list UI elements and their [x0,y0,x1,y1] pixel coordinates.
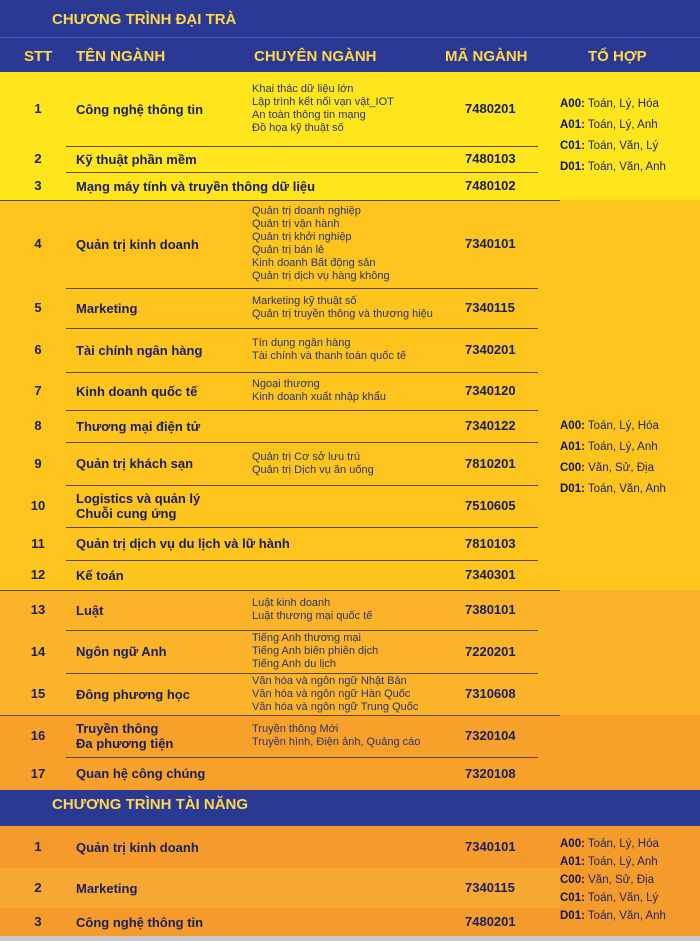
specialization-line: Ngoại thương [252,378,320,390]
program-name-line: Chuỗi cung ứng [76,506,177,521]
row-program-name [76,102,203,117]
specialization-line: Quản trị vận hành [252,218,340,230]
row-stt: 3 [34,178,42,193]
program-name-line: Truyền thông [76,721,159,736]
header-stt: STT [24,48,53,65]
combo-subjects: Toán, Lý, Hóa [584,98,659,110]
row-stt: 14 [30,643,46,659]
table-row [0,590,560,630]
program-name-line: Kế toán [76,567,124,583]
combo-subjects: Văn, Sử, Địa [584,874,654,886]
specialization-line: Tín dụng ngân hàng [252,337,351,349]
combo-subjects: Toán, Văn, Anh [584,483,666,495]
row-program-name [76,152,197,167]
program-name-line: Marketing [76,300,138,316]
row-program-name [76,491,200,521]
combo-code: D01: [560,483,585,495]
table-row [0,485,560,527]
row-program-name [76,179,315,194]
row-program-name [76,915,203,930]
row-program-name [76,766,205,781]
row-divider [66,757,538,758]
table-row [0,630,560,673]
specialization-line: Quản trị Dịch vụ ăn uống [252,463,374,476]
row-program-name [76,301,137,316]
program-name-line: Quản trị kinh doanh [76,839,199,855]
program-name-line: Logistics và quản lý [76,491,201,506]
section-title-regular: CHƯƠNG TRÌNH ĐẠI TRÀ [52,11,237,28]
row-divider [66,328,538,329]
specialization-line: Kinh doanh xuất nhập khẩu [252,391,386,403]
combo-item [560,437,700,458]
row-program-code: 7340301 [465,567,516,582]
row-stt: 5 [34,300,42,315]
specialization-line: Marketing kỹ thuật số [252,295,357,307]
row-program-name [76,603,103,618]
combo-code: A01: [560,119,585,131]
header-name: TÊN NGÀNH [76,48,166,65]
specialization-line: Văn hóa và ngôn ngữ Trung Quốc [252,700,419,713]
program-name-line: Đông phương học [76,686,190,702]
row-specializations [252,597,372,623]
row-divider [66,560,538,561]
row-stt: 4 [34,236,42,251]
row-stt: 13 [30,602,46,617]
row-stt: 1 [34,101,42,116]
combo-item [560,907,700,925]
row-specializations [252,83,394,135]
combo-code: C00: [560,874,585,886]
row-stt: 16 [30,728,46,743]
row-divider [66,410,538,411]
row-program-code: 7220201 [465,643,516,659]
combo-item [560,871,700,889]
row-specializations [252,675,418,714]
row-program-name [76,456,193,471]
specialization-line: Quản trị dịch vụ hàng không [252,270,390,282]
table-row [0,372,560,410]
program-name-line: Đa phương tiện [76,736,174,751]
program-name-line: Marketing [76,880,138,896]
row-program-code: 7380101 [465,602,516,617]
table-row [0,410,560,442]
combo-code: A01: [560,441,585,453]
specialization-line: Kinh doanh Bất động sản [252,257,376,269]
row-program-code: 7340101 [465,839,516,854]
row-program-name [76,881,137,896]
program-name-line: Ngôn ngữ Anh [76,644,167,659]
row-divider [66,288,538,289]
row-stt: 10 [30,498,46,513]
combo-subjects: Toán, Lý, Anh [584,119,658,131]
table-row [0,826,560,868]
specialization-line: Quản trị Cơ sở lưu trú [252,450,360,463]
row-stt: 1 [34,839,42,854]
table-row [0,288,560,328]
row-divider [66,527,538,528]
row-specializations [252,451,374,477]
program-name-line: Quan hệ công chúng [76,766,206,781]
combo-subjects: Toán, Lý, Hóa [584,420,659,432]
program-name-line: Quản trị khách sạn [76,456,194,471]
combo-subjects: Toán, Lý, Anh [584,856,658,868]
row-stt: 17 [30,765,46,781]
program-name-line: Quản trị dịch vụ du lịch và lữ hành [76,536,290,551]
table-row [0,715,560,757]
row-divider [0,200,560,201]
row-divider [66,485,538,486]
row-program-code: 7320108 [465,765,516,781]
row-specializations [252,632,378,671]
program-name-line: Mạng máy tính và truyền thông dữ liệu [76,178,316,194]
row-program-code: 7340101 [465,236,516,251]
row-program-code: 7340120 [465,383,516,398]
combo-code: C01: [560,892,585,904]
row-stt: 11 [31,535,45,551]
combo-item [560,889,700,907]
combo-list-talent [560,835,700,925]
combo-item [560,853,700,871]
specialization-line: Văn hóa và ngôn ngữ Nhật Bản [252,674,407,687]
header-combo: TỔ HỢP [588,48,647,65]
row-program-name [76,536,290,551]
row-divider [0,715,560,716]
specialization-line: Luật thương mại quốc tế [252,610,373,622]
specialization-line: Văn hóa và ngôn ngữ Hàn Quốc [252,687,411,700]
combo-subjects: Toán, Lý, Hóa [584,838,659,850]
row-program-code: 7340115 [465,300,515,315]
table-row [0,757,560,790]
specialization-line: Luật kinh doanh [252,597,331,609]
specialization-line: Tài chính và thanh toán quốc tế [252,350,407,362]
row-program-code: 7340122 [465,418,516,433]
table-row [0,328,560,372]
program-name-line: Kỹ thuật phần mềm [76,151,197,167]
combo-item [560,835,700,853]
row-program-code: 7810103 [465,535,516,551]
row-divider [0,590,560,591]
program-name-line: Tài chính ngân hàng [76,342,203,358]
row-program-code: 7480201 [465,914,516,929]
row-program-code: 7480103 [465,151,516,166]
row-divider [66,146,538,147]
header-code: MÃ NGÀNH [445,48,528,65]
specialization-line: Lập trình kết nối vạn vật_IOT [252,96,394,108]
row-program-name [76,568,124,583]
row-program-code: 7810201 [465,455,516,471]
row-program-name [76,687,190,702]
specialization-line: Quản trị bán lẻ [252,244,325,256]
combo-code: C00: [560,462,585,474]
row-stt: 15 [30,686,46,701]
row-program-code: 7310608 [465,686,516,701]
row-program-name [76,721,173,751]
table-row [0,172,560,200]
specialization-line: Truyền thông Mới [252,723,339,735]
section-title-talent: CHƯƠNG TRÌNH TÀI NĂNG [52,796,249,813]
specialization-line: Quản trị doanh nghiệp [252,205,361,217]
program-name-line: Kinh doanh quốc tế [76,383,198,399]
program-name-line: Công nghệ thông tin [76,914,204,930]
combo-list-it [560,94,700,178]
row-program-name [76,384,197,399]
combo-item [560,136,700,157]
combo-subjects: Toán, Văn, Anh [584,910,666,922]
row-program-code: 7340201 [465,342,516,357]
program-name-line: Luật [76,602,104,618]
combo-code: D01: [560,910,585,922]
row-divider [66,442,538,443]
combo-subjects: Toán, Văn, Lý [584,140,659,152]
row-divider [66,630,538,631]
table-row [0,72,560,146]
row-stt: 3 [34,914,42,929]
table-row [0,908,560,936]
row-program-name [76,419,200,434]
specialization-line: Quản trị khởi nghiệp [252,231,352,243]
combo-item [560,94,700,115]
row-specializations [252,337,406,363]
combo-subjects: Toán, Văn, Lý [584,892,659,904]
row-stt: 2 [34,151,42,166]
row-stt: 12 [30,567,46,582]
table-row [0,673,560,715]
combo-item [560,416,700,437]
combo-code: A00: [560,98,585,110]
row-program-name [76,343,202,358]
row-specializations [252,378,386,404]
row-specializations [252,723,420,749]
combo-item [560,157,700,178]
combo-subjects: Toán, Lý, Anh [584,441,658,453]
header-spec: CHUYÊN NGÀNH [254,48,377,65]
row-specializations [252,205,390,283]
specialization-line: Khai thác dữ liệu lớn [252,83,354,95]
table-row [0,527,560,560]
table-row [0,146,560,172]
row-divider [66,172,538,173]
specialization-line: Tiếng Anh biên phiên dịch [252,645,379,657]
row-program-name [76,644,167,659]
specialization-line: Tiếng Anh thương mại [252,632,361,644]
row-program-code: 7510605 [465,498,516,513]
row-program-code: 7480102 [465,178,516,193]
combo-item [560,479,700,500]
row-program-code: 7480201 [465,101,516,116]
row-stt: 2 [34,880,42,895]
program-name-line: Quản trị kinh doanh [76,236,199,252]
header-divider [0,37,700,38]
combo-item [560,458,700,479]
row-stt: 6 [34,342,42,357]
combo-code: C01: [560,140,585,152]
combo-list-other [560,416,700,500]
specialization-line: Đồ họa kỹ thuật số [252,122,344,134]
row-program-name [76,237,199,252]
program-name-line: Thương mại điện tử [76,418,201,434]
specialization-line: Tiếng Anh du lịch [252,658,336,670]
combo-subjects: Văn, Sử, Địa [584,462,654,474]
row-program-code: 7340115 [465,880,515,895]
combo-code: A00: [560,838,585,850]
specialization-line: An toàn thông tin mạng [252,109,366,121]
bottom-edge [0,936,700,941]
table-row [0,868,560,908]
table-row [0,200,560,288]
combo-code: A00: [560,420,585,432]
row-specializations [252,295,433,321]
row-divider [66,372,538,373]
specialization-line: Truyền hình, Điện ảnh, Quảng cáo [252,736,421,748]
table-row [0,560,560,590]
row-stt: 9 [34,455,42,471]
table-row [0,442,560,485]
combo-code: D01: [560,161,585,173]
row-stt: 8 [34,418,42,433]
row-program-code: 7320104 [465,728,516,743]
specialization-line: Quản trị truyền thông và thương hiệu [252,308,433,320]
row-program-name [76,840,199,855]
combo-subjects: Toán, Văn, Anh [584,161,666,173]
combo-item [560,115,700,136]
row-stt: 7 [34,383,42,398]
combo-code: A01: [560,856,585,868]
row-divider [66,673,538,674]
program-name-line: Công nghệ thông tin [76,101,204,117]
